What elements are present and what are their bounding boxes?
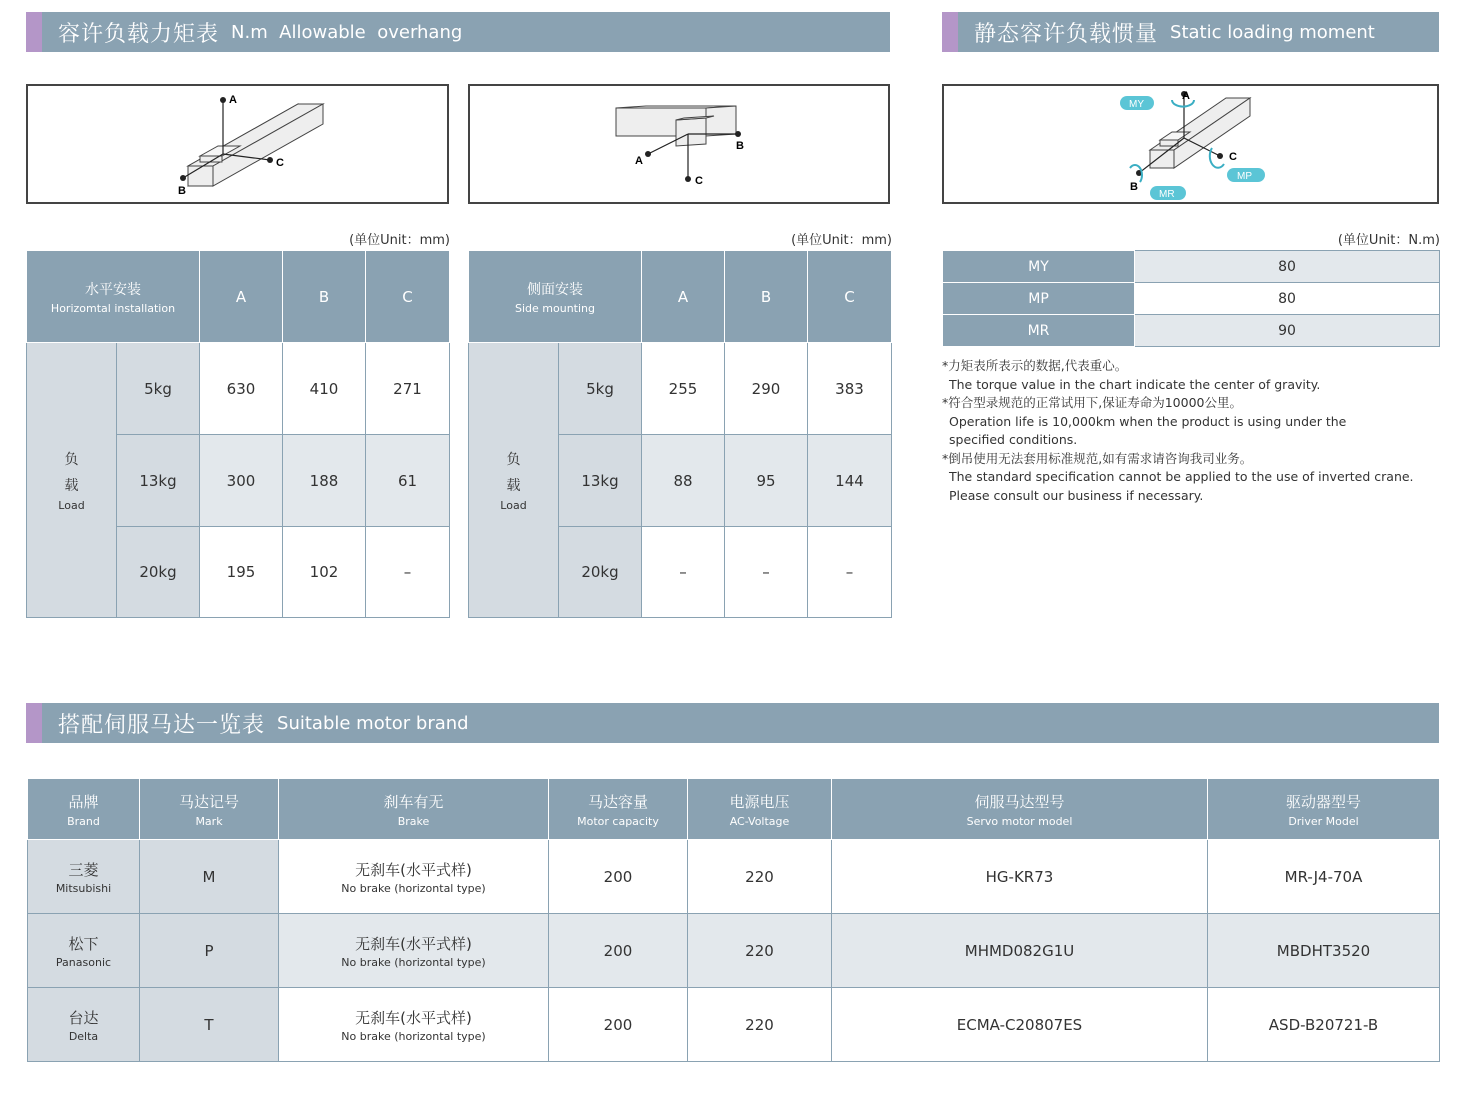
value-cell: –	[808, 527, 892, 618]
value-cell: 102	[283, 527, 366, 618]
side-rail-drawing	[470, 86, 892, 206]
capacity-cell: 200	[549, 988, 688, 1062]
table-row	[28, 988, 1440, 1062]
static-diagram	[942, 84, 1439, 204]
value-cell: –	[725, 527, 808, 618]
label-c: C	[695, 175, 703, 187]
load-label-cell	[27, 343, 117, 618]
header-accent	[26, 12, 42, 52]
note-cn: *力矩表所表示的数据,代表重心。	[942, 358, 1128, 373]
voltage-cell: 220	[688, 988, 832, 1062]
value-cell: 195	[200, 527, 283, 618]
weight-cell: 5kg	[117, 343, 200, 435]
col-header-a: A	[200, 251, 283, 343]
moment-value: 80	[1135, 283, 1440, 315]
note-en: The standard specification cannot be applied to the use of inverted crane.	[949, 469, 1414, 484]
side-diagram	[468, 84, 890, 204]
note-en: The torque value in the chart indicate the center of gravity.	[949, 376, 1321, 392]
label-my: MY	[1129, 99, 1144, 110]
brake-cell: 无刹车(水平式样) No brake (horizontal type)	[279, 914, 549, 988]
moment-key: MP	[943, 283, 1135, 315]
value-cell: 630	[200, 343, 283, 435]
header-accent	[942, 12, 958, 52]
label-a: A	[635, 155, 643, 167]
label-b: B	[736, 140, 744, 152]
value-cell: 144	[808, 435, 892, 527]
mark-cell: P	[140, 914, 279, 988]
driver-model-cell: MBDHT3520	[1208, 914, 1440, 988]
mark-cell: T	[140, 988, 279, 1062]
overhang-title-cn: 容许负载力矩表	[58, 21, 220, 47]
col-header-c: C	[366, 251, 450, 343]
motor-title-en: Suitable motor brand	[277, 712, 469, 734]
load-cn-2: 载	[64, 477, 79, 494]
horizontal-rail-drawing	[28, 86, 451, 206]
label-c: C	[1229, 151, 1237, 163]
label-mr: MR	[1159, 189, 1175, 200]
unit-label-horizontal: (单位Unit：mm)	[349, 233, 450, 248]
header-capacity: 马达容量 Motor capacity	[549, 779, 688, 840]
horizontal-head-en: Horizomtal installation	[50, 301, 176, 315]
label-b: B	[178, 185, 186, 197]
value-cell: 95	[725, 435, 808, 527]
motor-title-cn: 搭配伺服马达一览表	[58, 712, 266, 738]
motor-section-header	[26, 703, 1439, 743]
col-header-c: C	[808, 251, 892, 343]
value-cell: –	[642, 527, 725, 618]
label-mp: MP	[1237, 171, 1252, 182]
note-en: specified conditions.	[949, 432, 1078, 447]
static-section-header	[942, 12, 1439, 52]
label-c: C	[276, 157, 284, 169]
capacity-cell: 200	[549, 914, 688, 988]
note-cn: *符合型录规范的正常试用下,保证寿命为10000公里。	[942, 395, 1242, 410]
static-title-en: Static loading moment	[1170, 21, 1375, 43]
label-b: B	[1130, 181, 1138, 193]
brake-cell: 无刹车(水平式样) No brake (horizontal type)	[279, 840, 549, 914]
driver-model-cell: ASD-B20721-B	[1208, 988, 1440, 1062]
unit-label-side: (单位Unit：mm)	[791, 233, 892, 248]
static-moment-table	[942, 250, 1440, 347]
voltage-cell: 220	[688, 840, 832, 914]
side-head-en: Side mounting	[515, 301, 595, 315]
brand-cell: 松下 Panasonic	[28, 914, 140, 988]
load-en: Load	[58, 498, 85, 512]
table-row	[28, 914, 1440, 988]
side-head-cn: 侧面安装	[527, 281, 583, 298]
side-load-table	[468, 250, 892, 618]
weight-cell: 20kg	[117, 527, 200, 618]
capacity-cell: 200	[549, 840, 688, 914]
static-rail-drawing	[944, 86, 1441, 206]
value-cell: 300	[200, 435, 283, 527]
horizontal-head-cn: 水平安装	[85, 281, 141, 298]
brand-cell: 三菱 Mitsubishi	[28, 840, 140, 914]
load-cn-1: 负	[64, 451, 79, 468]
weight-cell: 13kg	[559, 435, 642, 527]
value-cell: 383	[808, 343, 892, 435]
moment-value: 80	[1135, 251, 1440, 283]
header-brake: 刹车有无 Brake	[279, 779, 549, 840]
weight-cell: 20kg	[559, 527, 642, 618]
overhang-section-header	[26, 12, 890, 52]
value-cell: 410	[283, 343, 366, 435]
notes-block	[942, 357, 1442, 505]
weight-cell: 5kg	[559, 343, 642, 435]
value-cell: 88	[642, 435, 725, 527]
col-header-b: B	[283, 251, 366, 343]
label-a: A	[229, 94, 237, 106]
moment-key: MR	[943, 315, 1135, 347]
driver-model-cell: MR-J4-70A	[1208, 840, 1440, 914]
horizontal-diagram	[26, 84, 449, 204]
moment-value: 90	[1135, 315, 1440, 347]
col-header-a: A	[642, 251, 725, 343]
value-cell: 271	[366, 343, 450, 435]
note-en: Operation life is 10,000km when the product is using under the	[949, 413, 1347, 429]
col-header-b: B	[725, 251, 808, 343]
value-cell: 255	[642, 343, 725, 435]
horizontal-load-table	[26, 250, 450, 618]
value-cell: 188	[283, 435, 366, 527]
load-label-cell	[469, 343, 559, 618]
value-cell: 61	[366, 435, 450, 527]
static-title-cn: 静态容许负载惯量	[974, 21, 1159, 47]
brand-cell: 台达 Delta	[28, 988, 140, 1062]
table-row	[28, 840, 1440, 914]
header-driver-model: 驱动器型号 Driver Model	[1208, 779, 1440, 840]
note-cn: *倒吊使用无法套用标准规范,如有需求请咨询我司业务。	[942, 450, 1253, 466]
header-servo-model: 伺服马达型号 Servo motor model	[832, 779, 1208, 840]
load-cn-2: 载	[506, 477, 521, 494]
mark-cell: M	[140, 840, 279, 914]
unit-label-static: (单位Unit：N.m)	[1337, 233, 1440, 248]
weight-cell: 13kg	[117, 435, 200, 527]
overhang-title-en: N.m Allowable overhang	[231, 21, 463, 43]
servo-model-cell: MHMD082G1U	[832, 914, 1208, 988]
header-accent	[26, 703, 42, 743]
header-brand: 品牌 Brand	[28, 779, 140, 840]
voltage-cell: 220	[688, 914, 832, 988]
motor-brand-table	[27, 778, 1440, 1062]
side-header-cell	[469, 251, 642, 343]
servo-model-cell: HG-KR73	[832, 840, 1208, 914]
load-cn-1: 负	[506, 451, 521, 468]
header-voltage: 电源电压 AC-Voltage	[688, 779, 832, 840]
moment-key: MY	[943, 251, 1135, 283]
load-en: Load	[500, 498, 527, 512]
value-cell: 290	[725, 343, 808, 435]
header-mark: 马达记号 Mark	[140, 779, 279, 840]
horizontal-header-cell	[27, 251, 200, 343]
note-en: Please consult our business if necessary.	[949, 487, 1204, 503]
servo-model-cell: ECMA-C20807ES	[832, 988, 1208, 1062]
value-cell: –	[366, 527, 450, 618]
label-a: A	[1182, 90, 1190, 102]
brake-cell: 无刹车(水平式样) No brake (horizontal type)	[279, 988, 549, 1062]
